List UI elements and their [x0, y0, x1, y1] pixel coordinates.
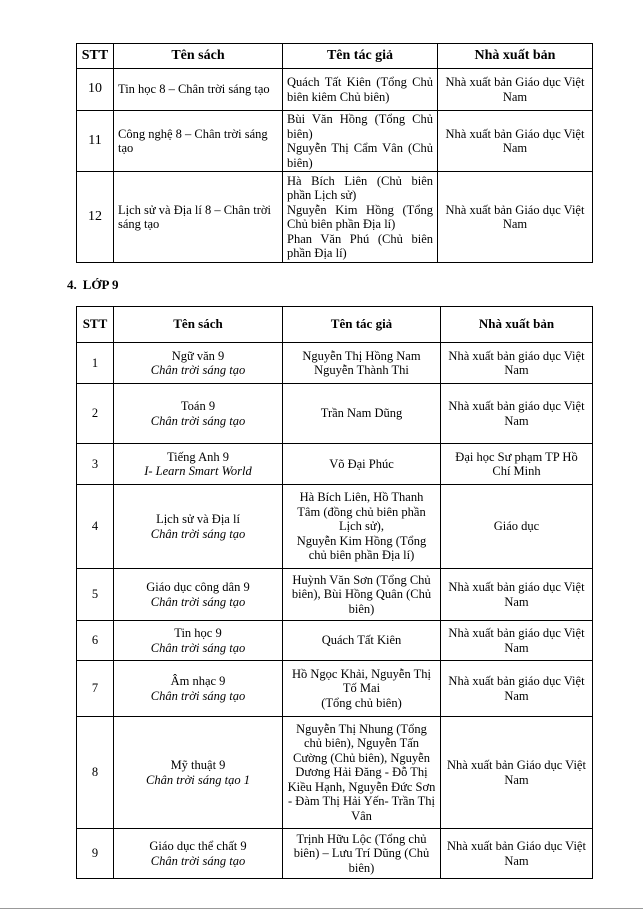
row-authors: [283, 621, 441, 661]
row-series: Chân trời sáng tạo: [150, 853, 246, 868]
header-title: Tên sách: [114, 44, 283, 69]
row-stt: 3: [77, 444, 114, 485]
table-row: [77, 111, 593, 172]
row-authors: [283, 717, 441, 829]
author-line: Nguyễn Thành Thi: [314, 363, 409, 377]
author-line: Nguyễn Thị Cẩm Vân (Chủ biên): [287, 141, 433, 170]
author-line: (Tổng chủ biên): [321, 695, 402, 710]
row-title-cell: [114, 621, 283, 661]
row-title: Âm nhạc 9: [170, 674, 226, 688]
table-row: [77, 717, 593, 829]
row-title: Giáo dục công dân 9: [146, 580, 250, 594]
row-title: Mỹ thuật 9: [170, 758, 226, 772]
table-row: [77, 621, 593, 661]
row-authors: [283, 111, 438, 172]
table-row: [77, 829, 593, 879]
row-series: Chân trời sáng tạo: [150, 594, 246, 609]
row-stt: 10: [77, 69, 114, 111]
row-series: Chân trời sáng tạo: [150, 413, 246, 428]
table-header-row: [77, 44, 593, 69]
row-stt: 12: [77, 172, 114, 263]
author-line: Huỳnh Văn Sơn (Tổng Chủ biên), Bùi Hồng Quân (Chủ biên): [291, 572, 432, 616]
row-publisher: Nhà xuất bản Giáo dục Việt Nam: [441, 717, 593, 829]
grade8-book-table: [76, 43, 593, 263]
grade9-book-table: [76, 306, 593, 879]
row-publisher: Nhà xuất bản giáo dục Việt Nam: [441, 384, 593, 444]
header-authors: Tên tác giả: [283, 44, 438, 69]
row-publisher: Giáo dục: [441, 485, 593, 569]
row-title-cell: [114, 717, 283, 829]
row-publisher: Nhà xuất bản Giáo dục Việt Nam: [441, 829, 593, 879]
author-line: Nguyễn Kim Hồng (Tổng Chủ biên phần Địa lí): [287, 202, 433, 231]
row-publisher: Nhà xuất bản Giáo dục Việt Nam: [438, 172, 593, 263]
row-title: Tiếng Anh 9: [166, 449, 230, 464]
header-stt: STT: [77, 44, 114, 69]
header-authors: Tên tác giả: [283, 307, 441, 343]
row-title: Tin học 9: [174, 626, 222, 640]
row-series: Chân trời sáng tạo: [150, 688, 246, 703]
header-title: Tên sách: [114, 307, 283, 343]
row-stt: 8: [77, 717, 114, 829]
table-row: [77, 569, 593, 621]
author-line: Nguyễn Thị Hồng Nam: [302, 348, 421, 363]
row-title: Ngữ văn 9: [171, 348, 225, 363]
row-series: I- Learn Smart World: [144, 464, 252, 478]
row-stt: 9: [77, 829, 114, 879]
row-authors: [283, 569, 441, 621]
row-title: Tin học 8 – Chân trời sáng tạo: [114, 69, 283, 111]
author-line: Nguyễn Kim Hồng (Tổng chủ biên phần Địa lí): [296, 533, 427, 563]
row-series: Chân trời sáng tạo: [150, 640, 246, 655]
author-line: Hồ Ngọc Khải, Nguyễn Thị Tố Mai: [292, 666, 431, 696]
row-title-cell: [114, 384, 283, 444]
table-row: [77, 444, 593, 485]
author-line: Hà Bích Liên (Chủ biên phần Lịch sử): [287, 173, 433, 202]
table-row: [77, 343, 593, 384]
table-row: [77, 485, 593, 569]
author-line: Phan Văn Phú (Chủ biên phần Địa lí): [287, 231, 433, 260]
author-line: Trịnh Hữu Lộc (Tổng chủ biên) – Lưu Trí Dũng (Chủ biên): [293, 831, 430, 875]
row-stt: 2: [77, 384, 114, 444]
row-title: Lịch sử và Địa lí: [156, 512, 240, 526]
header-publisher: Nhà xuất bản: [438, 44, 593, 69]
row-series: Chân trời sáng tạo 1: [146, 772, 250, 787]
row-series: Chân trời sáng tạo: [150, 526, 246, 541]
row-authors: [283, 343, 441, 384]
row-publisher: Nhà xuất bản giáo dục Việt Nam: [441, 661, 593, 717]
row-publisher: Nhà xuất bản Giáo dục Việt Nam: [438, 69, 593, 111]
row-authors: [283, 172, 438, 263]
row-stt: 7: [77, 661, 114, 717]
row-publisher: Nhà xuất bản giáo dục Việt Nam: [441, 569, 593, 621]
row-publisher: Nhà xuất bản giáo dục Việt Nam: [441, 343, 593, 384]
row-stt: 1: [77, 343, 114, 384]
table-row: [77, 384, 593, 444]
author-line: Quách Tất Kiên (Tổng Chủ biên kiêm Chủ biên): [287, 75, 433, 104]
author-line: Hà Bích Liên, Hồ Thanh Tâm (đồng chủ biên phần Lịch sử),: [297, 490, 426, 534]
table-row: [77, 172, 593, 263]
row-authors: [283, 485, 441, 569]
row-title-cell: [114, 661, 283, 717]
row-publisher: Nhà xuất bản giáo dục Việt Nam: [441, 621, 593, 661]
section-title: LỚP 9: [82, 277, 119, 292]
row-title-cell: [114, 569, 283, 621]
row-publisher: Nhà xuất bản Giáo dục Việt Nam: [438, 111, 593, 172]
row-authors: [283, 384, 441, 444]
row-title-cell: [114, 485, 283, 569]
row-stt: 5: [77, 569, 114, 621]
table-header-row: [77, 307, 593, 343]
section-number: 4.: [67, 277, 77, 292]
author-line: Nguyễn Thị Nhung (Tổng chủ biên), Nguyễn Tấn Cường (Chủ biên), Nguyễn Dương Hải Đăng - Đỗ Thị Kiều Hạnh, Nguyễn Đức Sơn - Đàm Thị Hải Yến- Trần Thị Vân: [287, 721, 436, 823]
row-stt: 4: [77, 485, 114, 569]
row-authors: [283, 69, 438, 111]
row-publisher: Đại học Sư phạm TP Hồ Chí Minh: [441, 444, 593, 485]
row-authors: [283, 661, 441, 717]
row-title: Công nghệ 8 – Chân trời sáng tạo: [114, 111, 283, 172]
header-stt: STT: [77, 307, 114, 343]
row-authors: [283, 444, 441, 485]
page-bottom-rule: [0, 908, 643, 909]
row-title-cell: [114, 829, 283, 879]
table-row: [77, 69, 593, 111]
row-title-cell: [114, 444, 283, 485]
author-line: Trần Nam Dũng: [320, 406, 403, 421]
author-line: Quách Tất Kiên: [321, 633, 402, 648]
table-row: [77, 661, 593, 717]
row-authors: [283, 829, 441, 879]
author-line: Võ Đại Phúc: [329, 456, 394, 471]
row-series: Chân trời sáng tạo: [150, 363, 246, 377]
section-heading: [67, 277, 125, 293]
header-publisher: Nhà xuất bản: [441, 307, 593, 343]
row-stt: 11: [77, 111, 114, 172]
row-title: Lịch sử và Địa lí 8 – Chân trời sáng tạo: [114, 172, 283, 263]
row-title-cell: [114, 343, 283, 384]
row-stt: 6: [77, 621, 114, 661]
row-title: Giáo dục thể chất 9: [149, 839, 247, 853]
row-title: Toán 9: [180, 399, 216, 413]
author-line: Bùi Văn Hồng (Tổng Chủ biên): [287, 112, 433, 141]
